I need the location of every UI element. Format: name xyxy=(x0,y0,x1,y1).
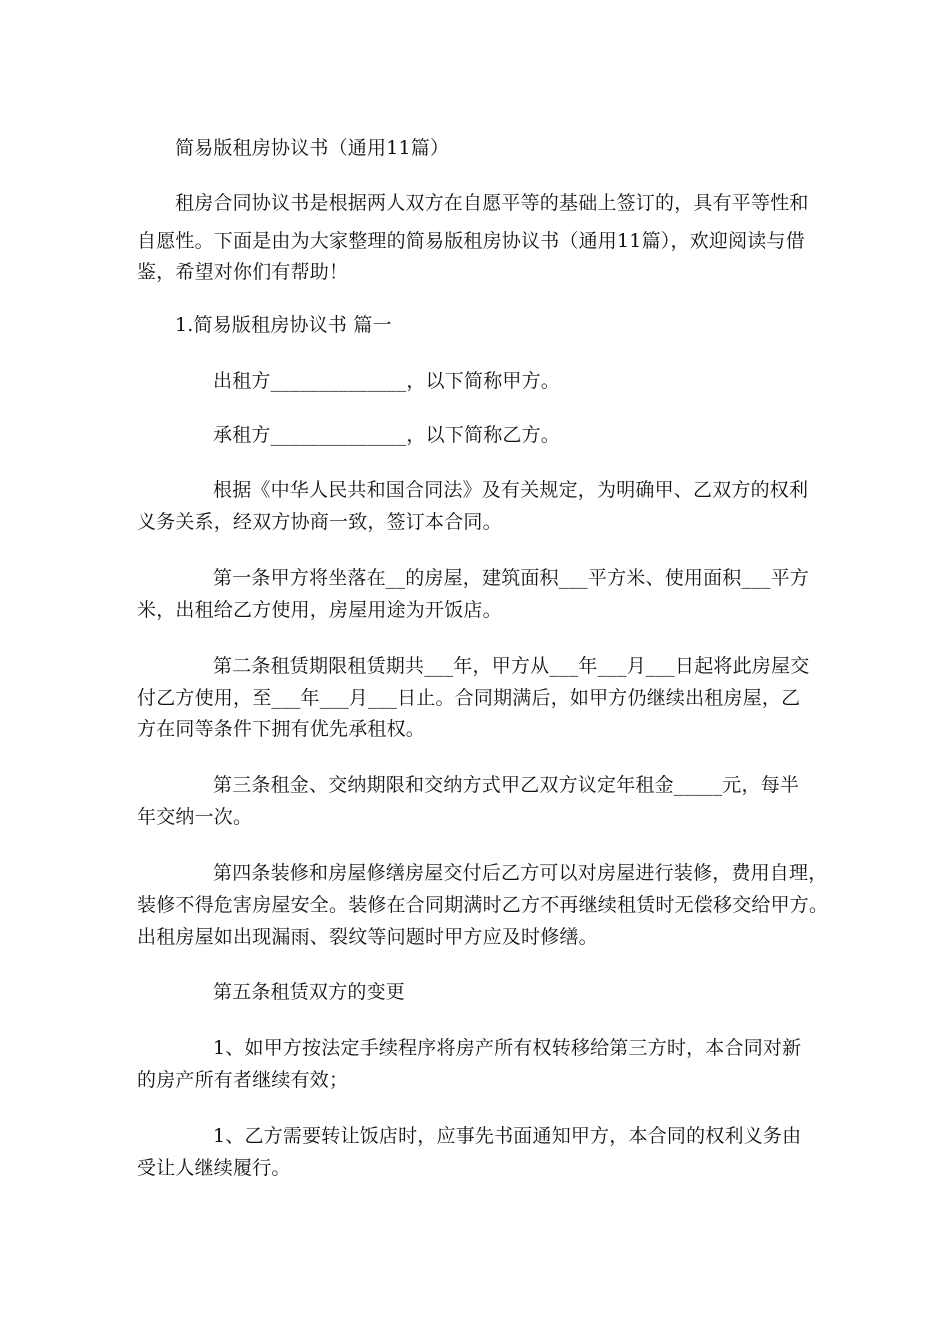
document-title: 简易版租房协议书（通用11篇） xyxy=(175,137,450,159)
article1-line-1: 第一条甲方将坐落在__的房屋，建筑面积___平方米、使用面积___平方 xyxy=(213,567,810,589)
lessee-line: 承租方______________，以下简称乙方。 xyxy=(213,424,561,446)
article3-line-2: 年交纳一次。 xyxy=(137,806,253,828)
intro-line-2: 自愿性。下面是由为大家整理的简易版租房协议书（通用11篇），欢迎阅读与借 xyxy=(137,230,805,252)
basis-line-2: 义务关系，经双方协商一致，签订本合同。 xyxy=(137,511,502,533)
article1-line-2: 米，出租给乙方使用，房屋用途为开饭店。 xyxy=(137,599,502,621)
intro-line-3: 鉴，希望对你们有帮助！ xyxy=(137,261,349,283)
article3-line-1: 第三条租金、交纳期限和交纳方式甲乙双方议定年租金_____元，每半 xyxy=(213,774,800,796)
article4-line-1: 第四条装修和房屋修缮房屋交付后乙方可以对房屋进行装修，费用自理， xyxy=(213,862,828,884)
intro-line-1: 租房合同协议书是根据两人双方在自愿平等的基础上签订的，具有平等性和 xyxy=(175,192,809,214)
basis-line-1: 根据《中华人民共和国合同法》及有关规定，为明确甲、乙双方的权利 xyxy=(213,479,809,501)
clause-a-line-2: 的房产所有者继续有效； xyxy=(137,1069,349,1091)
article4-line-3: 出租房屋如出现漏雨、裂纹等问题时甲方应及时修缮。 xyxy=(137,926,598,948)
section-heading: 1.简易版租房协议书 篇一 xyxy=(175,314,392,336)
clause-b-line-1: 1、乙方需要转让饭店时，应事先书面通知甲方，本合同的权利义务由 xyxy=(213,1125,802,1147)
clause-a-line-1: 1、如甲方按法定手续程序将房产所有权转移给第三方时，本合同对新 xyxy=(213,1037,802,1059)
article2-line-2: 付乙方使用，至___年___月___日止。合同期满后，如甲方仍继续出租房屋，乙 xyxy=(137,687,801,709)
article2-line-1: 第二条租赁期限租赁期共___年，甲方从___年___月___日起将此房屋交 xyxy=(213,655,810,677)
article4-line-2: 装修不得危害房屋安全。装修在合同期满时乙方不再继续租赁时无偿移交给甲方。 xyxy=(137,894,829,916)
article5-heading: 第五条租赁双方的变更 xyxy=(213,981,406,1003)
lessor-line: 出租方______________，以下简称甲方。 xyxy=(213,370,561,392)
clause-b-line-2: 受让人继续履行。 xyxy=(137,1157,291,1179)
article2-line-3: 方在同等条件下拥有优先承租权。 xyxy=(137,718,426,740)
